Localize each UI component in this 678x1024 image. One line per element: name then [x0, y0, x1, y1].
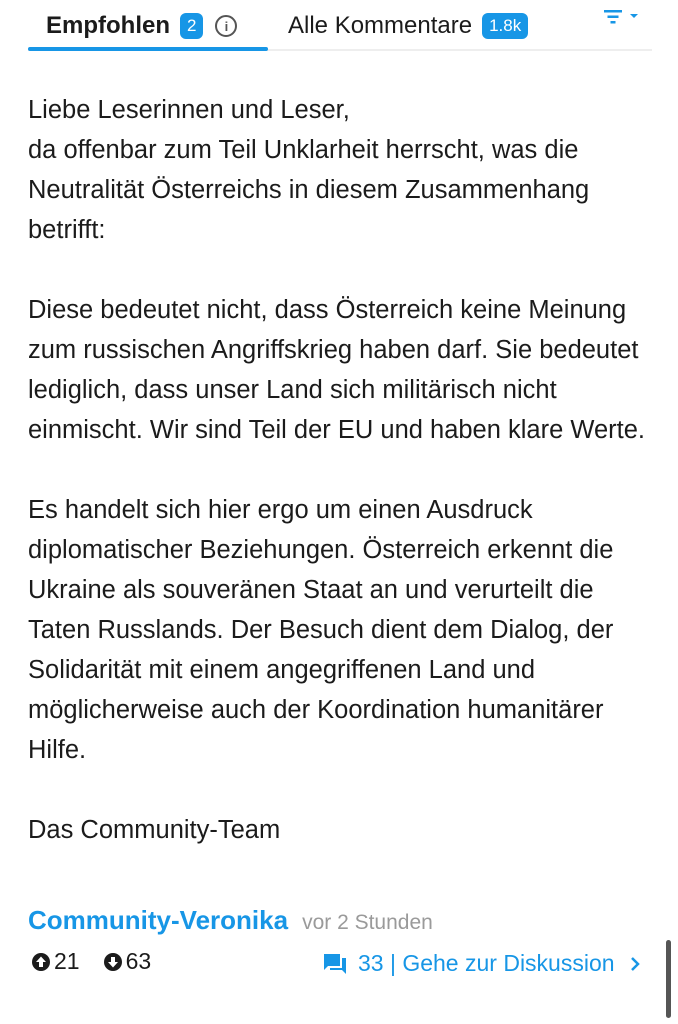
- chevron-right-icon: [629, 956, 641, 972]
- tab-all-comments[interactable]: [288, 0, 528, 52]
- filter-icon[interactable]: [600, 6, 650, 30]
- message-paragraph-2: Diese bedeutet nicht, dass Österreich keine Meinung zum russischen Angriffskrieg haben darf. Sie bedeutet lediglich, dass unser Land sich militärisch nicht einmischt. Wir sind Teil der EU und haben klare Werte.: [28, 296, 645, 444]
- upvote-count: 21: [54, 948, 80, 974]
- message-paragraph-3: Es handelt sich hier ergo um einen Ausdruck diplomatischer Beziehungen. Österreich erkennt die Ukraine als souveränen Staat an und verurteilt die Taten Russlands. Der Besuch dient dem Dialog, der Solidarität mit einem angegriffenen Land und möglicherweise auch der Koordination humanitärer Hilfe.: [28, 496, 614, 764]
- community-team-message: [28, 90, 658, 850]
- downvote-count: 63: [125, 948, 152, 974]
- upvote-icon: [32, 953, 50, 971]
- message-paragraph-1: Liebe Leserinnen und Leser, da offenbar zum Teil Unklarheit herrscht, was die Neutralität Österreichs in diesem Zusammenhang betrifft:: [28, 96, 590, 244]
- tab-recommended[interactable]: [28, 0, 268, 52]
- chat-icon: [322, 952, 348, 976]
- tab-all-comments-label: Alle Kommentare: [288, 12, 473, 39]
- go-to-discussion-link[interactable]: [322, 950, 641, 977]
- upvote-button[interactable]: [32, 948, 80, 975]
- message-signature: Das Community-Team: [28, 816, 281, 844]
- downvote-icon: [104, 953, 122, 971]
- vote-bar: [32, 948, 151, 975]
- downvote-button[interactable]: [104, 948, 152, 975]
- scrollbar[interactable]: [666, 940, 671, 1018]
- all-comments-count-badge: 1.8k: [482, 13, 528, 39]
- info-icon[interactable]: i: [215, 15, 237, 37]
- comment-timestamp: vor 2 Stunden: [302, 911, 433, 934]
- recommended-count-badge: 2: [180, 13, 203, 39]
- tab-recommended-label: Empfohlen: [46, 12, 170, 39]
- discussion-link-label: 33 | Gehe zur Diskussion: [358, 950, 615, 976]
- author-name-link[interactable]: Community-Veronika: [28, 905, 289, 935]
- comment-meta: [28, 905, 433, 936]
- active-tab-indicator: [28, 47, 268, 51]
- comment-tabs: [28, 0, 652, 52]
